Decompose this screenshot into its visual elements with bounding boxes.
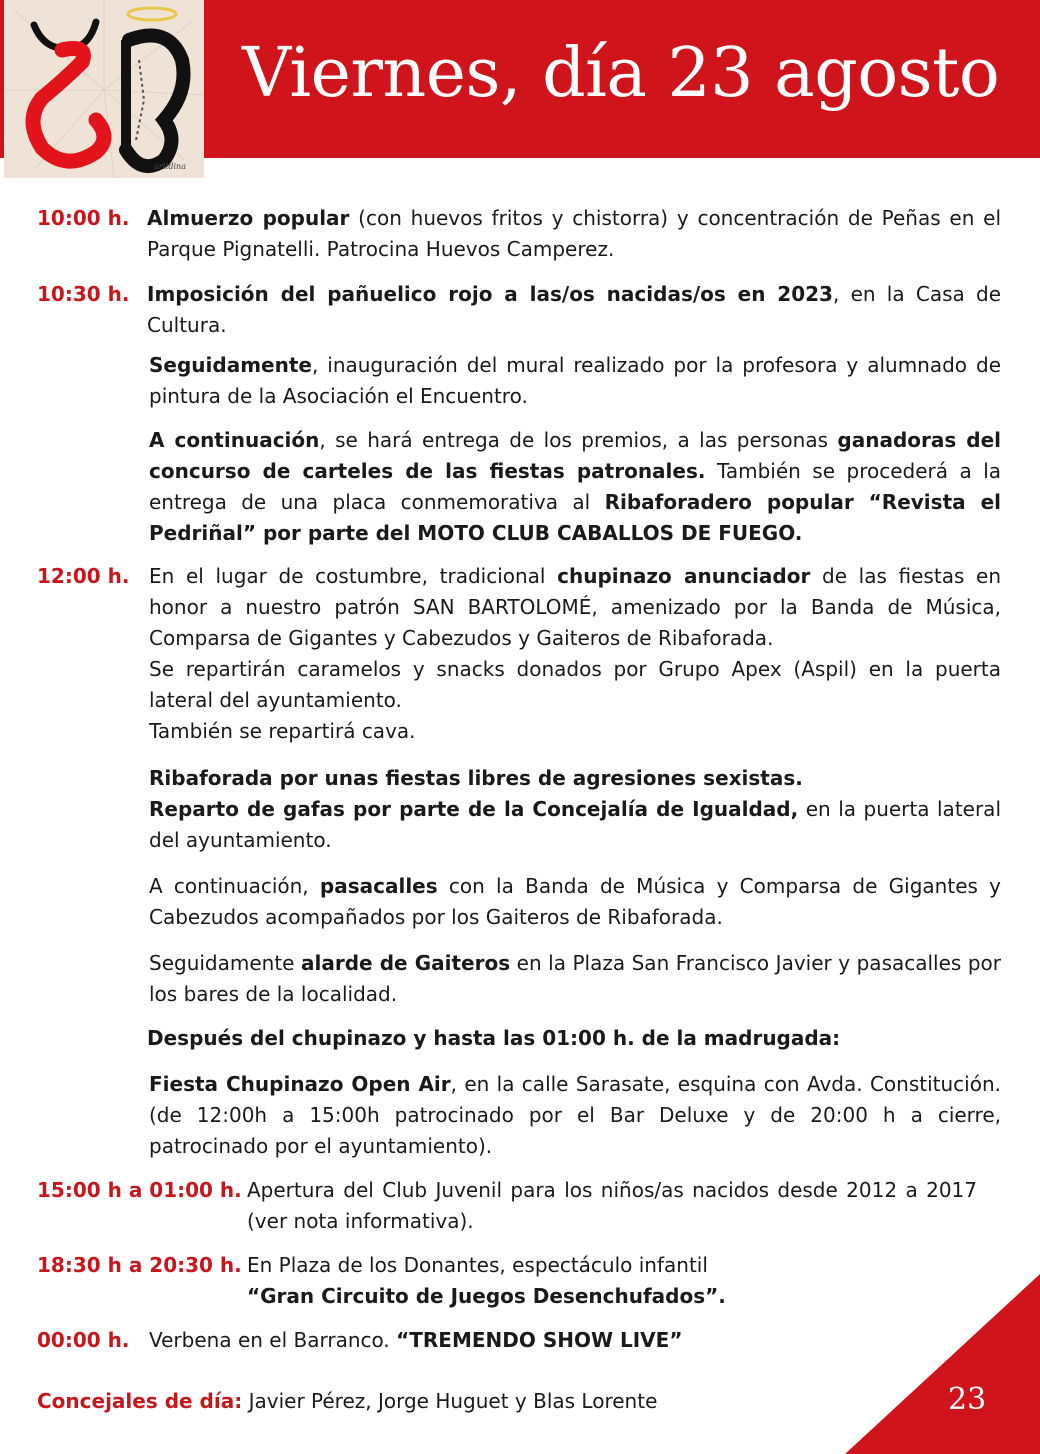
event-description: Apertura del Club Juvenil para los niños/as nacidos desde 2012 a 2017 (ver nota informativa). [247, 1178, 977, 1233]
event-time: 18:30 h a 20:30 h. [37, 1253, 242, 1277]
footer-label: Concejales de día: [37, 1389, 243, 1413]
event-description: Almuerzo popular (con huevos fritos y chistorra) y concentración de Peñas en el Parque Pignatelli. Patrocina Huevos Camperez. [147, 206, 1001, 261]
event-paragraph: Seguidamente alarde de Gaiteros en la Plaza San Francisco Javier y pasacalles por los bares de la localidad. [149, 951, 1001, 1006]
corner-triangle [845, 1274, 1040, 1454]
event-paragraph: Ribaforada por unas fiestas libres de agresiones sexistas. Reparto de gafas por parte de la Concejalía de Igualdad, en la puerta lateral del ayuntamiento. [149, 766, 1001, 852]
event-description: En el lugar de costumbre, tradicional chupinazo anunciador de las fiestas en honor a nuestro patrón SAN BARTOLOMÉ, amenizado por la Banda de Música, Comparsa de Gigantes y Cabezudos y Gaiteros de Ribaforada. Se repartirán caramelos y snacks donados por Grupo Apex (Aspil) en la puerta lateral del ayuntamiento. También se repartirá cava. [149, 564, 1001, 743]
event-time: 00:00 h. [37, 1328, 130, 1352]
devil-angel-logo-icon [4, 0, 204, 178]
event-description: Verbena en el Barranco. “TREMENDO SHOW LIVE” [149, 1328, 683, 1352]
festival-logo [4, 0, 204, 178]
footer-names: Javier Pérez, Jorge Huguet y Blas Lorente [242, 1389, 658, 1413]
logo-caption: artidina [154, 162, 186, 171]
event-description: Imposición del pañuelico rojo a las/os nacidas/os en 2023, en la Casa de Cultura. [147, 282, 1001, 337]
event-time: 10:00 h. [37, 206, 130, 230]
event-paragraph: Seguidamente, inauguración del mural realizado por la profesora y alumnado de pintura de la Asociación el Encuentro. [149, 353, 1001, 408]
footer-councillors [37, 1386, 817, 1417]
event-subheading: Después del chupinazo y hasta las 01:00 h. de la madrugada: [147, 1026, 841, 1050]
event-time: 10:30 h. [37, 282, 130, 306]
event-highlight: Almuerzo popular [147, 206, 350, 230]
page-number: 23 [948, 1382, 987, 1417]
event-description: En Plaza de los Donantes, espectáculo infantil “Gran Circuito de Juegos Desenchufados”. [247, 1253, 726, 1308]
event-time: 12:00 h. [37, 564, 130, 588]
event-time: 15:00 h a 01:00 h. [37, 1178, 242, 1202]
event-highlight: Imposición del pañuelico rojo a las/os nacidas/os en 2023 [147, 282, 833, 306]
event-highlight: Seguidamente [149, 353, 312, 377]
event-paragraph: Fiesta Chupinazo Open Air, en la calle Sarasate, esquina con Avda. Constitución. (de 12:00h a 15:00h patrocinado por el Bar Deluxe y de 20:00 h a cierre, patrocinado por el ayuntamiento). [149, 1072, 1001, 1158]
event-paragraph: A continuación, se hará entrega de los premios, a las personas ganadoras del concurso de carteles de las fiestas patronales. También se procederá a la entrega de una placa conmemorativa al Ribaforadero popular “Revista el Pedriñal” por parte del MOTO CLUB CABALLOS DE FUEGO. [149, 428, 1002, 545]
event-paragraph: A continuación, pasacalles con la Banda de Música y Comparsa de Gigantes y Cabezudos acompañados por los Gaiteros de Ribaforada. [149, 874, 1001, 929]
page-title: Viernes, día 23 agosto [242, 34, 1000, 113]
